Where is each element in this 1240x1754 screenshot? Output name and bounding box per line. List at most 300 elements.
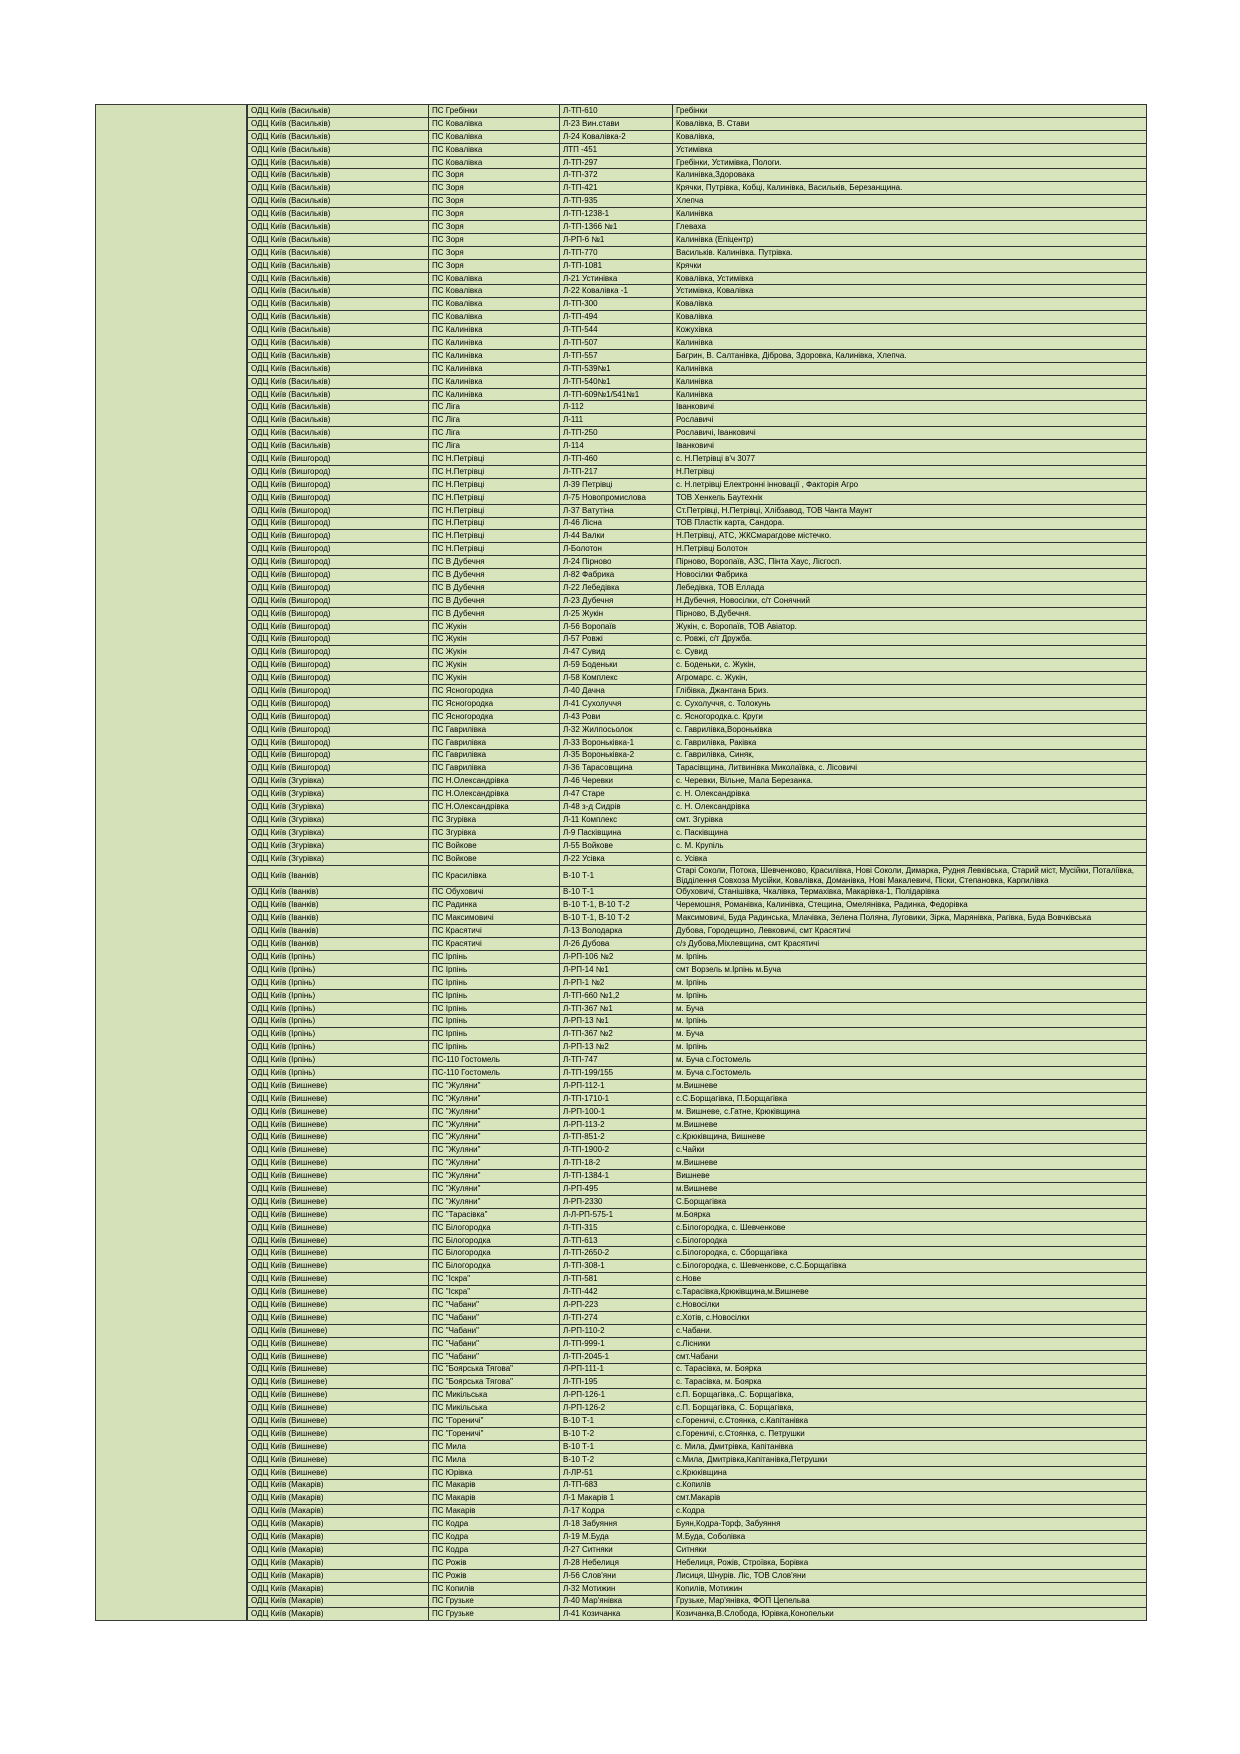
cell-localities: Вишневе bbox=[673, 1170, 1147, 1183]
cell-localities: м. Буча с.Гостомель bbox=[673, 1067, 1147, 1080]
cell-localities: Агромарс. с. Жукін, bbox=[673, 672, 1147, 685]
power-lines-table-body bbox=[248, 105, 1147, 1621]
table-row bbox=[248, 1054, 1147, 1067]
cell-district: ОДЦ Київ (Вишневе) bbox=[248, 1144, 429, 1157]
table-row bbox=[248, 427, 1147, 440]
cell-substation: ПС Ірпінь bbox=[429, 1028, 560, 1041]
cell-district: ОДЦ Київ (Васильків) bbox=[248, 337, 429, 350]
cell-substation: ПС Ковалівка bbox=[429, 117, 560, 130]
cell-substation: ПС Обуховичі bbox=[429, 886, 560, 899]
cell-district: ОДЦ Київ (Вишневе) bbox=[248, 1260, 429, 1273]
cell-line: Л-58 Комплекс bbox=[560, 672, 673, 685]
cell-line: Л-44 Валки bbox=[560, 530, 673, 543]
cell-substation: ПС Кодра bbox=[429, 1531, 560, 1544]
cell-district: ОДЦ Київ (Вишгород) bbox=[248, 543, 429, 556]
cell-localities: Калинівка bbox=[673, 362, 1147, 375]
cell-line: Л-9 Пасківщина bbox=[560, 826, 673, 839]
table-row bbox=[248, 1002, 1147, 1015]
cell-line: Л-РП-106 №2 bbox=[560, 951, 673, 964]
cell-line: Л-РП-110-2 bbox=[560, 1324, 673, 1337]
cell-localities: м. Буча bbox=[673, 1028, 1147, 1041]
cell-localities: с.П. Борщагівка,.С. Борщагівка, bbox=[673, 1389, 1147, 1402]
cell-line: Л-РП-2330 bbox=[560, 1195, 673, 1208]
cell-localities: с.Хотів, с.Новосілки bbox=[673, 1311, 1147, 1324]
cell-district: ОДЦ Київ (Вишневе) bbox=[248, 1286, 429, 1299]
table-row bbox=[248, 912, 1147, 925]
cell-district: ОДЦ Київ (Васильків) bbox=[248, 427, 429, 440]
cell-localities: с. Сувид bbox=[673, 646, 1147, 659]
cell-district: ОДЦ Київ (Вишневе) bbox=[248, 1273, 429, 1286]
cell-line: Л-ТП-308-1 bbox=[560, 1260, 673, 1273]
cell-substation: ПС Н.Петрівці bbox=[429, 504, 560, 517]
cell-localities: с.Крюківщина, Вишневе bbox=[673, 1131, 1147, 1144]
cell-localities: с. Ясногородка.с. Круги bbox=[673, 710, 1147, 723]
cell-line: Л-1 Макарів 1 bbox=[560, 1492, 673, 1505]
cell-line: В-10 Т-1 bbox=[560, 1440, 673, 1453]
cell-localities: с. Н. Олександрівка bbox=[673, 788, 1147, 801]
cell-substation: ПС Ірпінь bbox=[429, 951, 560, 964]
table-row bbox=[248, 620, 1147, 633]
table-row bbox=[248, 1260, 1147, 1273]
table-row bbox=[248, 324, 1147, 337]
table-row bbox=[248, 1041, 1147, 1054]
cell-district: ОДЦ Київ (Вишгород) bbox=[248, 453, 429, 466]
cell-line: Л-ТП-540№1 bbox=[560, 375, 673, 388]
cell-localities: Лисиця, Шнурів. Ліс, ТОВ Слов'яни bbox=[673, 1569, 1147, 1582]
cell-substation: ПС Ковалівка bbox=[429, 311, 560, 324]
cell-line: Л-Болотон bbox=[560, 543, 673, 556]
table-row bbox=[248, 1028, 1147, 1041]
table-row bbox=[248, 1273, 1147, 1286]
table-row bbox=[248, 1067, 1147, 1080]
cell-localities: м. Ірпінь bbox=[673, 989, 1147, 1002]
table-row bbox=[248, 1234, 1147, 1247]
table-row bbox=[248, 1595, 1147, 1608]
table-row bbox=[248, 1531, 1147, 1544]
cell-line: Л-35 Вороньківка-2 bbox=[560, 749, 673, 762]
cell-line: Л-ТП-999-1 bbox=[560, 1337, 673, 1350]
cell-localities: Калинівка bbox=[673, 375, 1147, 388]
cell-localities: м. Ірпінь bbox=[673, 1041, 1147, 1054]
table-row bbox=[248, 272, 1147, 285]
table-row bbox=[248, 1582, 1147, 1595]
table-row bbox=[248, 1337, 1147, 1350]
table-row bbox=[248, 1015, 1147, 1028]
cell-localities: с.Чабани. bbox=[673, 1324, 1147, 1337]
cell-substation: ПС Зоря bbox=[429, 259, 560, 272]
table-row bbox=[248, 543, 1147, 556]
cell-substation: ПС Н.Петрівці bbox=[429, 543, 560, 556]
cell-district: ОДЦ Київ (Васильків) bbox=[248, 349, 429, 362]
table-row bbox=[248, 801, 1147, 814]
cell-localities: с. М. Крупіль bbox=[673, 839, 1147, 852]
cell-line: Л-ТП-442 bbox=[560, 1286, 673, 1299]
table-row bbox=[248, 298, 1147, 311]
table-row bbox=[248, 852, 1147, 865]
cell-line: В-10 Т-1 bbox=[560, 865, 673, 886]
cell-line: Л-ТП-18-2 bbox=[560, 1157, 673, 1170]
cell-district: ОДЦ Київ (Вишгород) bbox=[248, 620, 429, 633]
cell-district: ОДЦ Київ (Васильків) bbox=[248, 105, 429, 118]
cell-substation: ПС "Чабани" bbox=[429, 1350, 560, 1363]
cell-district: ОДЦ Київ (Згурівка) bbox=[248, 801, 429, 814]
cell-localities: Ковалівка, Устимівка bbox=[673, 272, 1147, 285]
cell-substation: ПС Н.Петрівці bbox=[429, 453, 560, 466]
cell-district: ОДЦ Київ (Васильків) bbox=[248, 221, 429, 234]
cell-localities: с.Лісники bbox=[673, 1337, 1147, 1350]
cell-district: ОДЦ Київ (Вишгород) bbox=[248, 530, 429, 543]
cell-localities: с.Білогородка bbox=[673, 1234, 1147, 1247]
cell-substation: ПС Зоря bbox=[429, 208, 560, 221]
cell-substation: ПС Н.Петрівці bbox=[429, 478, 560, 491]
table-row bbox=[248, 143, 1147, 156]
table-row bbox=[248, 440, 1147, 453]
cell-localities: Калинівка (Епіцентр) bbox=[673, 233, 1147, 246]
table-row bbox=[248, 1350, 1147, 1363]
table-row bbox=[248, 1170, 1147, 1183]
cell-substation: ПС Калинівка bbox=[429, 324, 560, 337]
cell-district: ОДЦ Київ (Васильків) bbox=[248, 414, 429, 427]
cell-localities: Калинівка bbox=[673, 337, 1147, 350]
cell-localities: Н.Петрівці bbox=[673, 465, 1147, 478]
cell-substation: ПС Макарів bbox=[429, 1479, 560, 1492]
table-row bbox=[248, 1118, 1147, 1131]
cell-localities: Васильків. Калинівка. Путрівка. bbox=[673, 246, 1147, 259]
table-row bbox=[248, 865, 1147, 886]
cell-line: Л-РП-13 №2 bbox=[560, 1041, 673, 1054]
table-row bbox=[248, 246, 1147, 259]
cell-line: Л-55 Войкове bbox=[560, 839, 673, 852]
cell-line: Л-ТП-557 bbox=[560, 349, 673, 362]
cell-district: ОДЦ Київ (Іванків) bbox=[248, 899, 429, 912]
cell-localities: Козичанка,В.Слобода, Юрівка,Конопельки bbox=[673, 1608, 1147, 1621]
cell-district: ОДЦ Київ (Вишневе) bbox=[248, 1466, 429, 1479]
cell-line: Л-27 Ситняки bbox=[560, 1543, 673, 1556]
cell-district: ОДЦ Київ (Ірпінь) bbox=[248, 1028, 429, 1041]
cell-substation: ПС "Тарасівка" bbox=[429, 1208, 560, 1221]
cell-district: ОДЦ Київ (Вишневе) bbox=[248, 1389, 429, 1402]
cell-substation: ПС Ірпінь bbox=[429, 1015, 560, 1028]
table-row bbox=[248, 886, 1147, 899]
cell-localities: м.Вишневе bbox=[673, 1157, 1147, 1170]
cell-substation: ПС Мила bbox=[429, 1453, 560, 1466]
cell-localities: м.Вишневе bbox=[673, 1079, 1147, 1092]
cell-line: Л-ТП-1238-1 bbox=[560, 208, 673, 221]
cell-substation: ПС Білогородка bbox=[429, 1247, 560, 1260]
cell-substation: ПС Ковалівка bbox=[429, 130, 560, 143]
cell-district: ОДЦ Київ (Вишгород) bbox=[248, 465, 429, 478]
cell-district: ОДЦ Київ (Вишгород) bbox=[248, 736, 429, 749]
cell-substation: ПС "Жуляни" bbox=[429, 1092, 560, 1105]
cell-district: ОДЦ Київ (Васильків) bbox=[248, 298, 429, 311]
cell-substation: ПС Жукін bbox=[429, 620, 560, 633]
table-row bbox=[248, 1105, 1147, 1118]
cell-district: ОДЦ Київ (Вишневе) bbox=[248, 1427, 429, 1440]
cell-localities: м.Вишневе bbox=[673, 1118, 1147, 1131]
table-row bbox=[248, 594, 1147, 607]
cell-line: Л-33 Вороньківка-1 bbox=[560, 736, 673, 749]
table-row bbox=[248, 169, 1147, 182]
cell-district: ОДЦ Київ (Васильків) bbox=[248, 362, 429, 375]
cell-district: ОДЦ Київ (Згурівка) bbox=[248, 839, 429, 852]
cell-localities: Н.Петрівці Болотон bbox=[673, 543, 1147, 556]
cell-localities: с.Крюківщина bbox=[673, 1466, 1147, 1479]
cell-line: Л-ТП-199/155 bbox=[560, 1067, 673, 1080]
cell-line: Л-36 Тарасовщина bbox=[560, 762, 673, 775]
table-row bbox=[248, 899, 1147, 912]
cell-localities: с.Новосілки bbox=[673, 1299, 1147, 1312]
cell-line: Л-48 з-д Сидрів bbox=[560, 801, 673, 814]
cell-district: ОДЦ Київ (Ірпінь) bbox=[248, 963, 429, 976]
cell-substation: ПС Згурівка bbox=[429, 813, 560, 826]
cell-line: Л-РП-495 bbox=[560, 1183, 673, 1196]
cell-district: ОДЦ Київ (Іванків) bbox=[248, 912, 429, 925]
cell-district: ОДЦ Київ (Згурівка) bbox=[248, 826, 429, 839]
table-row bbox=[248, 659, 1147, 672]
table-row bbox=[248, 1569, 1147, 1582]
cell-localities: Крячки, Путрівка, Кобці, Калинівка, Васильків, Березанщина. bbox=[673, 182, 1147, 195]
cell-line: Л-41 Козичанка bbox=[560, 1608, 673, 1621]
cell-line: Л-82 Фабрика bbox=[560, 569, 673, 582]
cell-localities: Лебедівка, ТОВ Еллада bbox=[673, 581, 1147, 594]
cell-localities: Буян,Кодра-Торф, Забуяння bbox=[673, 1518, 1147, 1531]
cell-substation: ПС "Жуляни" bbox=[429, 1131, 560, 1144]
power-lines-table bbox=[247, 104, 1147, 1621]
cell-localities: Ковалівка bbox=[673, 298, 1147, 311]
cell-district: ОДЦ Київ (Ірпінь) bbox=[248, 976, 429, 989]
cell-localities: С.Борщагівка bbox=[673, 1195, 1147, 1208]
table-row bbox=[248, 1415, 1147, 1428]
cell-substation: ПС "Жуляни" bbox=[429, 1105, 560, 1118]
cell-localities: Н.Петрівці, АТС, ЖКСмарагдове містечко. bbox=[673, 530, 1147, 543]
cell-substation: ПС Ліга bbox=[429, 401, 560, 414]
cell-line: Л-ТП-935 bbox=[560, 195, 673, 208]
cell-district: ОДЦ Київ (Вишневе) bbox=[248, 1337, 429, 1350]
cell-localities: с.Чайки bbox=[673, 1144, 1147, 1157]
cell-substation: ПС Красилівка bbox=[429, 865, 560, 886]
cell-localities: Пірново, Воропаїв, АЗС, Пінта Хаус, Лісгосп. bbox=[673, 556, 1147, 569]
cell-district: ОДЦ Київ (Іванків) bbox=[248, 938, 429, 951]
cell-localities: смт.Чабани bbox=[673, 1350, 1147, 1363]
cell-district: ОДЦ Київ (Васильків) bbox=[248, 143, 429, 156]
cell-district: ОДЦ Київ (Вишгород) bbox=[248, 504, 429, 517]
cell-localities: с.Білогородка, с. Шевченкове bbox=[673, 1221, 1147, 1234]
cell-district: ОДЦ Київ (Васильків) bbox=[248, 259, 429, 272]
table-row bbox=[248, 349, 1147, 362]
cell-line: Л-РП-112-1 bbox=[560, 1079, 673, 1092]
cell-localities: с.Копилів bbox=[673, 1479, 1147, 1492]
cell-substation: ПС Юрівка bbox=[429, 1466, 560, 1479]
table-row bbox=[248, 1608, 1147, 1621]
cell-district: ОДЦ Київ (Вишневе) bbox=[248, 1453, 429, 1466]
cell-line: Л-28 Небелиця bbox=[560, 1556, 673, 1569]
cell-district: ОДЦ Київ (Вишневе) bbox=[248, 1118, 429, 1131]
cell-district: ОДЦ Київ (Вишневе) bbox=[248, 1195, 429, 1208]
cell-localities: с. Н. Олександрівка bbox=[673, 801, 1147, 814]
cell-substation: ПС Н.Петрівці bbox=[429, 530, 560, 543]
table-row bbox=[248, 672, 1147, 685]
cell-district: ОДЦ Київ (Ірпінь) bbox=[248, 1002, 429, 1015]
cell-localities: Гребінки bbox=[673, 105, 1147, 118]
cell-substation: ПС Микільська bbox=[429, 1402, 560, 1415]
cell-localities: Устимівка, Ковалівка bbox=[673, 285, 1147, 298]
cell-substation: ПС-110 Гостомель bbox=[429, 1067, 560, 1080]
cell-substation: ПС Н.Петрівці bbox=[429, 465, 560, 478]
cell-line: Л-ТП-300 bbox=[560, 298, 673, 311]
cell-localities: Дубова, Городещино, Левковичі, смт Красятичі bbox=[673, 925, 1147, 938]
cell-district: ОДЦ Київ (Ірпінь) bbox=[248, 1015, 429, 1028]
cell-line: Л-ТП-770 bbox=[560, 246, 673, 259]
cell-line: Л-ТП-1900-2 bbox=[560, 1144, 673, 1157]
cell-district: ОДЦ Київ (Макарів) bbox=[248, 1531, 429, 1544]
cell-substation: ПС Калинівка bbox=[429, 349, 560, 362]
cell-substation: ПС Жукін bbox=[429, 659, 560, 672]
cell-district: ОДЦ Київ (Вишневе) bbox=[248, 1402, 429, 1415]
table-row bbox=[248, 1505, 1147, 1518]
cell-line: Л-ТП-610 bbox=[560, 105, 673, 118]
cell-substation: ПС Зоря bbox=[429, 195, 560, 208]
cell-substation: ПС "Чабани" bbox=[429, 1324, 560, 1337]
cell-district: ОДЦ Київ (Вишгород) bbox=[248, 633, 429, 646]
cell-localities: Іванковичі bbox=[673, 401, 1147, 414]
cell-localities: Глеваха bbox=[673, 221, 1147, 234]
cell-line: Л-ТП-367 №1 bbox=[560, 1002, 673, 1015]
cell-localities: м. Вишневе, с.Гатне, Крюківщина bbox=[673, 1105, 1147, 1118]
cell-substation: ПС Ковалівка bbox=[429, 298, 560, 311]
cell-substation: ПС "Жуляни" bbox=[429, 1183, 560, 1196]
table-row bbox=[248, 1543, 1147, 1556]
cell-line: Л-ТП-421 bbox=[560, 182, 673, 195]
cell-substation: ПС Ясногородка bbox=[429, 710, 560, 723]
cell-district: ОДЦ Київ (Макарів) bbox=[248, 1492, 429, 1505]
cell-district: ОДЦ Київ (Згурівка) bbox=[248, 775, 429, 788]
cell-district: ОДЦ Київ (Васильків) bbox=[248, 195, 429, 208]
cell-substation: ПС Рожів bbox=[429, 1556, 560, 1569]
cell-district: ОДЦ Київ (Вишневе) bbox=[248, 1221, 429, 1234]
table-row bbox=[248, 723, 1147, 736]
cell-substation: ПС-110 Гостомель bbox=[429, 1054, 560, 1067]
cell-district: ОДЦ Київ (Вишневе) bbox=[248, 1157, 429, 1170]
table-row bbox=[248, 1479, 1147, 1492]
cell-substation: ПС Макарів bbox=[429, 1505, 560, 1518]
cell-line: Л-ТП-460 bbox=[560, 453, 673, 466]
cell-localities: Ковалівка, bbox=[673, 130, 1147, 143]
cell-localities: Ситняки bbox=[673, 1543, 1147, 1556]
cell-localities: Ковалівка bbox=[673, 311, 1147, 324]
cell-substation: ПС Ясногородка bbox=[429, 697, 560, 710]
cell-line: В-10 Т-1 bbox=[560, 886, 673, 899]
table-row bbox=[248, 311, 1147, 324]
cell-localities: Рославичі, Іванковичі bbox=[673, 427, 1147, 440]
cell-localities: смт.Макарів bbox=[673, 1492, 1147, 1505]
cell-localities: Старі Соколи, Потока, Шевченково, Красилівка, Нові Соколи, Димарка, Рудня Левківська, Старий міст, Мусійки, Поталіївка, Відділення Совхоза Мусійки, Ковалівка, Доманівка, Нові Макалевичі, Піски, Степановка, Карпилівка bbox=[673, 865, 1147, 886]
cell-line: Л-22 Усівка bbox=[560, 852, 673, 865]
cell-substation: ПС Кодра bbox=[429, 1543, 560, 1556]
table-row bbox=[248, 646, 1147, 659]
cell-line: Л-РП-126-2 bbox=[560, 1402, 673, 1415]
table-row bbox=[248, 826, 1147, 839]
cell-district: ОДЦ Київ (Згурівка) bbox=[248, 852, 429, 865]
cell-district: ОДЦ Київ (Вишневе) bbox=[248, 1299, 429, 1312]
cell-district: ОДЦ Київ (Васильків) bbox=[248, 311, 429, 324]
cell-district: ОДЦ Київ (Вишневе) bbox=[248, 1234, 429, 1247]
cell-district: ОДЦ Київ (Вишневе) bbox=[248, 1208, 429, 1221]
cell-substation: ПС Максимовичі bbox=[429, 912, 560, 925]
cell-localities: с. Тарасівка, м. Боярка bbox=[673, 1376, 1147, 1389]
cell-localities: с.П. Борщагівка, С. Борщагівка, bbox=[673, 1402, 1147, 1415]
cell-localities: с.Нове bbox=[673, 1273, 1147, 1286]
table-row bbox=[248, 504, 1147, 517]
cell-substation: ПС Калинівка bbox=[429, 337, 560, 350]
cell-line: Л-ТП-1366 №1 bbox=[560, 221, 673, 234]
cell-substation: ПС "Чабани" bbox=[429, 1337, 560, 1350]
cell-localities: с.Гореничі, с.Стоянка, с. Петрушки bbox=[673, 1427, 1147, 1440]
cell-substation: ПС Ковалівка bbox=[429, 272, 560, 285]
cell-substation: ПС Н.Олександрівка bbox=[429, 775, 560, 788]
cell-localities: с.Гореничі, с.Стоянка, с.Капітанівка bbox=[673, 1415, 1147, 1428]
cell-district: ОДЦ Київ (Макарів) bbox=[248, 1595, 429, 1608]
cell-district: ОДЦ Київ (Макарів) bbox=[248, 1543, 429, 1556]
cell-district: ОДЦ Київ (Вишневе) bbox=[248, 1092, 429, 1105]
cell-district: ОДЦ Київ (Макарів) bbox=[248, 1569, 429, 1582]
table-row bbox=[248, 478, 1147, 491]
cell-localities: Тарасівщина, Литвинівка Миколаївка, с. Лісовичі bbox=[673, 762, 1147, 775]
cell-district: ОДЦ Київ (Вишневе) bbox=[248, 1363, 429, 1376]
cell-localities: Кожухівка bbox=[673, 324, 1147, 337]
cell-line: Л-46 Лісна bbox=[560, 517, 673, 530]
cell-line: Л-ТП-217 bbox=[560, 465, 673, 478]
cell-district: ОДЦ Київ (Вишгород) bbox=[248, 659, 429, 672]
cell-line: ЛТП -451 bbox=[560, 143, 673, 156]
cell-district: ОДЦ Київ (Іванків) bbox=[248, 865, 429, 886]
cell-district: ОДЦ Київ (Ірпінь) bbox=[248, 1067, 429, 1080]
cell-district: ОДЦ Київ (Васильків) bbox=[248, 182, 429, 195]
cell-substation: ПС "Жуляни" bbox=[429, 1079, 560, 1092]
cell-localities: смт Ворзель м.Ірпінь м.Буча bbox=[673, 963, 1147, 976]
cell-line: Л-РП-6 №1 bbox=[560, 233, 673, 246]
cell-line: Л-57 Ровжі bbox=[560, 633, 673, 646]
cell-substation: ПС В Дубечня bbox=[429, 569, 560, 582]
table-row bbox=[248, 1363, 1147, 1376]
cell-line: Л-23 Дубечня bbox=[560, 594, 673, 607]
cell-line: В-10 Т-2 bbox=[560, 1427, 673, 1440]
cell-district: ОДЦ Київ (Васильків) bbox=[248, 324, 429, 337]
table-row bbox=[248, 775, 1147, 788]
table-row bbox=[248, 607, 1147, 620]
cell-line: Л-ТП-297 bbox=[560, 156, 673, 169]
cell-localities: Устимівка bbox=[673, 143, 1147, 156]
table-row bbox=[248, 337, 1147, 350]
table-row bbox=[248, 569, 1147, 582]
cell-district: ОДЦ Київ (Вишгород) bbox=[248, 491, 429, 504]
table-row bbox=[248, 1466, 1147, 1479]
cell-localities: Грузьке, Мар'янівка, ФОП Цепельва bbox=[673, 1595, 1147, 1608]
cell-localities: м. Ірпінь bbox=[673, 976, 1147, 989]
cell-localities: м.Боярка bbox=[673, 1208, 1147, 1221]
cell-substation: ПС В Дубечня bbox=[429, 556, 560, 569]
cell-line: Л-РП-14 №1 bbox=[560, 963, 673, 976]
table-row bbox=[248, 233, 1147, 246]
cell-substation: ПС Гаврилівка bbox=[429, 723, 560, 736]
table-row bbox=[248, 1183, 1147, 1196]
cell-line: Л-17 Кодра bbox=[560, 1505, 673, 1518]
cell-substation: ПС Білогородка bbox=[429, 1260, 560, 1273]
cell-line: Л-39 Петрівці bbox=[560, 478, 673, 491]
cell-substation: ПС Войкове bbox=[429, 839, 560, 852]
cell-line: Л-19 М.Буда bbox=[560, 1531, 673, 1544]
table-row bbox=[248, 989, 1147, 1002]
cell-district: ОДЦ Київ (Вишневе) bbox=[248, 1324, 429, 1337]
